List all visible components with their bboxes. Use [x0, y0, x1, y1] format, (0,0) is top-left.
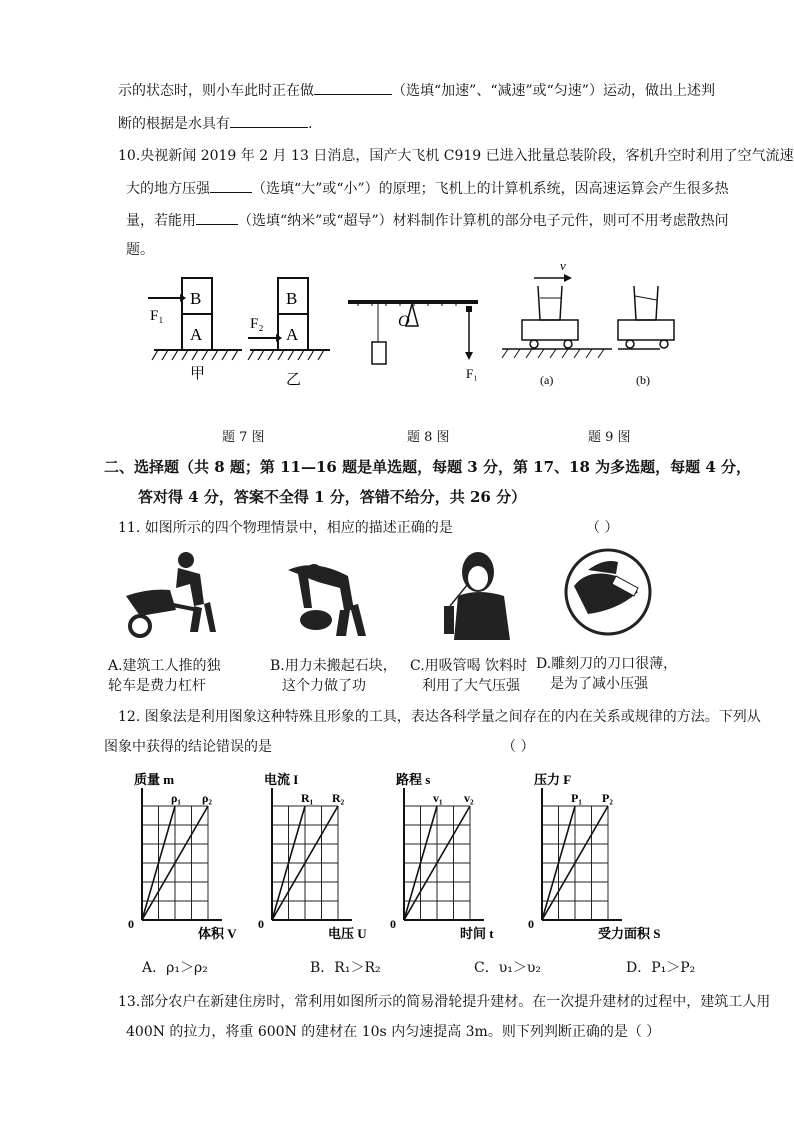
answer-blank[interactable]: [196, 210, 238, 225]
velocity-label: v: [560, 258, 566, 273]
q12-option-a[interactable]: A．ρ₁＞ρ₂: [142, 960, 208, 976]
series-label-2: ρ₂: [202, 791, 213, 805]
q10-line2: 大的地方压强 （选填“大”或“小”）的原理；飞机上的计算机系统，因高速运算会产生很多热: [126, 178, 729, 199]
series-label-1: ρ₁: [171, 791, 182, 805]
x-axis-label: 电压 U: [328, 926, 367, 941]
fig7-yi-label: 乙: [286, 372, 302, 388]
fig7-yi: [248, 278, 330, 388]
fulcrum-o-label: O: [398, 313, 410, 330]
q11-option-c-line1[interactable]: C.用吸管喝 饮料时: [410, 658, 528, 674]
block-b-label: B: [190, 289, 202, 308]
q12-graphs: [118, 770, 698, 950]
fig9-a-label: (a): [540, 373, 554, 387]
q11-option-b-line1[interactable]: B.用力未搬起石块，: [270, 658, 397, 674]
fig9-b-label: (b): [636, 373, 650, 387]
q12-option-c[interactable]: C．υ₁＞υ₂: [474, 960, 541, 976]
answer-blank[interactable]: [230, 113, 308, 128]
q11-option-a-line2: 轮车是费力杠杆: [108, 678, 206, 694]
fig9-cart-a: [502, 258, 612, 387]
force-f1-label: F₁: [466, 366, 478, 381]
x-axis-label: 受力面积 S: [598, 926, 661, 941]
q13-line2: 400N 的拉力，将重 600N 的建材在 10s 内匀速提高 3m。则下列判断正确的是（ ）: [126, 1024, 661, 1040]
q10-line3: 量，若能用 （选填“纳米”或“超导”）材料制作计算机的部分电子元件，则可不用考虑散热问: [126, 210, 729, 231]
lifting-stone-image: [288, 564, 366, 636]
q11-pictures: [118, 548, 658, 648]
answer-blank[interactable]: [210, 178, 252, 193]
series-label-1: R₁: [301, 791, 314, 805]
q11-option-d-line2: 是为了减小压强: [550, 676, 648, 692]
series-label-2: P₂: [602, 791, 613, 805]
straw-drinking-image: [444, 552, 510, 640]
q10-line1: 10.央视新闻 2019 年 2 月 13 日消息，国产大飞机 C919 已进入批量总装阶段，客机升空时利用了空气流速: [118, 148, 794, 164]
q11-option-a-line1[interactable]: A.建筑工人推的独: [108, 658, 221, 674]
series-label-2: R₂: [332, 791, 345, 805]
graph-3: [390, 772, 494, 941]
x-axis-label: 时间 t: [460, 926, 494, 941]
caption-fig9: 题 9 图: [588, 430, 631, 445]
block-a-label: A: [190, 325, 203, 344]
origin-label: 0: [128, 917, 134, 931]
q12-option-d[interactable]: D．P₁＞P₂: [626, 960, 696, 976]
q9-line1: 示的状态时，则小车此时正在做 （选填“加速”、“减速”或“匀速”）运动，做出上述判: [118, 80, 715, 101]
fig9-cart-b: [618, 286, 674, 387]
force-f2-label: F₂: [250, 316, 264, 332]
q13-line1: 13.部分农户在新建住房时，常利用如图所示的简易滑轮提升建材。在一次提升建材的过程中，建筑工人用: [118, 994, 771, 1010]
q11-option-d-line1[interactable]: D.雕刻刀的刀口很薄，: [536, 656, 678, 672]
fig7-jia: [148, 278, 242, 382]
caption-fig8: 题 8 图: [407, 430, 450, 445]
q12-option-b[interactable]: B．R₁＞R₂: [310, 960, 381, 976]
y-axis-label: 压力 F: [534, 772, 572, 787]
answer-bracket[interactable]: （ ）: [586, 520, 619, 536]
block-b-label: B: [286, 289, 298, 308]
q11-option-c-line2: 利用了大气压强: [422, 678, 520, 694]
y-axis-label: 电流 I: [264, 772, 299, 787]
graph-1: [128, 772, 237, 941]
y-axis-label: 路程 s: [396, 772, 431, 787]
q10-line4: 题。: [126, 242, 154, 258]
series-label-1: P₁: [571, 791, 582, 805]
section-heading: 二、选择题（共 8 题；第 11—16 题是单选题，每题 3 分，第 17、18 为多选题，每题 4 分，: [104, 458, 752, 476]
answer-bracket[interactable]: （ ）: [502, 739, 535, 755]
origin-label: 0: [258, 917, 264, 931]
q9-line2: 断的根据是水具有 .: [118, 113, 312, 134]
y-axis-label: 质量 m: [134, 772, 175, 787]
q12-line1: 12. 图象法是利用图象这种特殊且形象的工具，表达各科学量之间存在的内在关系或规律的方法。下列从: [118, 709, 761, 725]
wheelbarrow-image: [126, 552, 216, 636]
force-f1-label: F₁: [150, 308, 164, 324]
series-label-2: v₂: [464, 791, 474, 805]
graph-4: [528, 772, 660, 941]
graph-2: [258, 772, 367, 941]
fig7-jia-label: 甲: [190, 366, 206, 382]
fig8-lever: [348, 300, 478, 381]
origin-label: 0: [528, 917, 534, 931]
origin-label: 0: [390, 917, 396, 931]
q12-line2: 图象中获得的结论错误的是: [104, 739, 272, 755]
figures-7-8-9: [140, 258, 660, 398]
carving-knife-image: [566, 550, 650, 634]
section-heading-cont: 答对得 4 分，答案不全得 1 分，答错不给分，共 26 分）: [138, 488, 527, 506]
q11-option-b-line2: 这个力做了功: [282, 678, 366, 694]
block-a-label: A: [286, 325, 299, 344]
q11-stem: 11. 如图所示的四个物理情景中，相应的描述正确的是: [118, 520, 453, 536]
x-axis-label: 体积 V: [198, 926, 237, 941]
answer-blank[interactable]: [314, 80, 392, 95]
series-label-1: v₁: [433, 791, 443, 805]
caption-fig7: 题 7 图: [222, 430, 265, 445]
